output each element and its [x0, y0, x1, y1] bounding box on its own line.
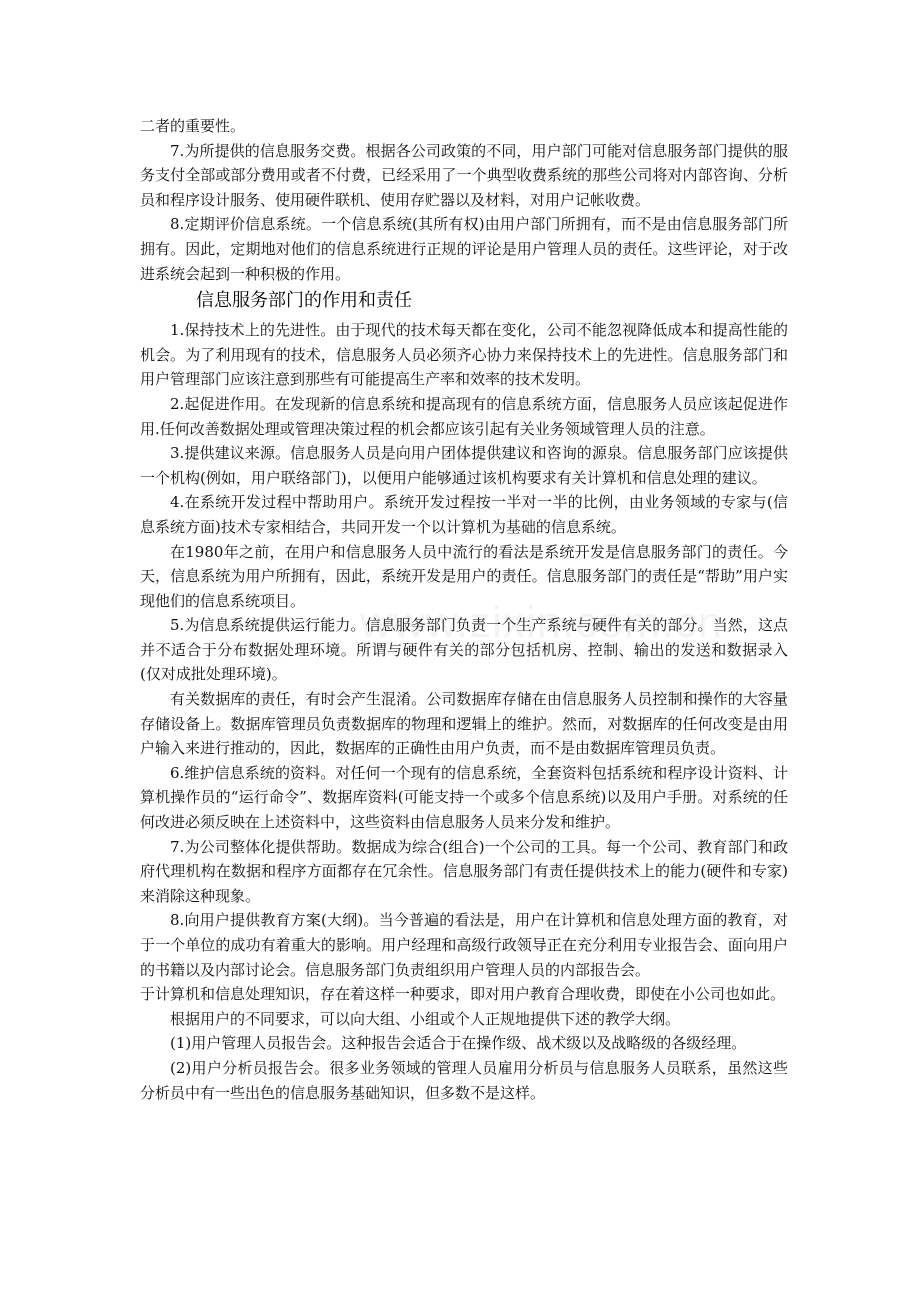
paragraph: 根据用户的不同要求，可以向大组、小组或个人正规地提供下述的教学大纲。 [170, 1009, 681, 1028]
paragraph: 3.提供建议来源。信息服务人员是向用户团体提供建议和咨询的源泉。信息服务部门应该提供一个机构(例如，用户联络部门)，以便用户能够通过该机构要求有关计算机和信息处理的建议。 [140, 444, 788, 487]
list-item: (1)用户管理人员报告会。这种报告会适合于在操作级、战术级以及战略级的各级经理。 [170, 1034, 747, 1053]
paragraph: 8.向用户提供教育方案(大纲)。当今普遍的看法是，用户在计算机和信息处理方面的教育，对于一个单位的成功有着重大的影响。用户经理和高级行政领导正在充分利用专业报告会、面向用户的书籍以及内部讨论会。信息服务部门负责组织用户管理人员的内部报告会。 [140, 911, 788, 979]
document-page [140, 114, 788, 1105]
paragraph: 在1980年之前，在用户和信息服务人员中流行的看法是系统开发是信息服务部门的责任。今天，信息系统为用户所拥有，因此，系统开发是用户的责任。信息服务部门的责任是“帮助”用户实现他们的信息系统项目。 [140, 542, 788, 610]
paragraph-continuation: 于计算机和信息处理知识，存在着这样一种要求，即对用户教育合理收费，即使在小公司也如此。 [140, 985, 786, 1004]
paragraph: 7.为公司整体化提供帮助。数据成为综合(组合)一个公司的工具。每一个公司、教育部门和政府代理机构在数据和程序方面都存在冗余性。信息服务部门有责任提供技术上的能力(硬件和专家)来消除这种现象。 [140, 837, 788, 905]
paragraph: 7.为所提供的信息服务交费。根据各公司政策的不同，用户部门可能对信息服务部门提供的服务支付全部或部分费用或者不付费，已经采用了一个典型收费系统的那些公司将对内部咨询、分析员和程序设计服务、使用硬件联机、使用存贮器以及材料，对用户记帐收费。 [140, 141, 788, 209]
paragraph: 有关数据库的责任，有时会产生混淆。公司数据库存储在由信息服务人员控制和操作的大容量存储设备上。数据库管理员负责数据库的物理和逻辑上的维护。然而，对数据库的任何改变是由用户输入来进行推动的，因此，数据库的正确性由用户负责，而不是由数据库管理员负责。 [140, 690, 788, 758]
paragraph: 5.为信息系统提供运行能力。信息服务部门负责一个生产系统与硬件有关的部分。当然，这点并不适合于分布数据处理环境。所谓与硬件有关的部分包括机房、控制、输出的发送和数据录入(仅对成批处理环境)。 [140, 616, 788, 684]
paragraph: 1.保持技术上的先进性。由于现代的技术每天都在变化，公司不能忽视降低成本和提高性能的机会。为了利用现有的技术，信息服务人员必须齐心协力来保持技术上的先进性。信息服务部门和用户管理部门应该注意到那些有可能提高生产率和效率的技术发明。 [140, 321, 788, 389]
paragraph: 6.维护信息系统的资料。对任何一个现有的信息系统，全套资料包括系统和程序设计资料、计算机操作员的“运行命令”、数据库资料(可能支持一个或多个信息系统)以及用户手册。对系统的任何改进必须反映在上述资料中，这些资料由信息服务人员来分发和维护。 [140, 763, 788, 832]
paragraph: 4.在系统开发过程中帮助用户。系统开发过程按一半对一半的比例，由业务领域的专家与(信息系统方面)技术专家相结合，共同开发一个以计算机为基础的信息系统。 [140, 493, 788, 536]
section-heading: 信息服务部门的作用和责任 [196, 290, 412, 312]
paragraph: 8.定期评价信息系统。一个信息系统(其所有权)由用户部门所拥有，而不是由信息服务部门所拥有。因此，定期地对他们的信息系统进行正规的评论是用户管理人员的责任。这些评论，对于改进系统会起到一种积极的作用。 [140, 215, 788, 283]
paragraph: 2.起促进作用。在发现新的信息系统和提高现有的信息系统方面，信息服务人员应该起促进作用.任何改善数据处理或管理决策过程的机会都应该引起有关业务领域管理人员的注意。 [140, 394, 788, 438]
list-item: (2)用户分析员报告会。很多业务领域的管理人员雇用分析员与信息服务人员联系，虽然这些分析员中有一些出色的信息服务基础知识，但多数不是这样。 [140, 1058, 788, 1102]
paragraph: 二者的重要性。 [140, 117, 246, 135]
